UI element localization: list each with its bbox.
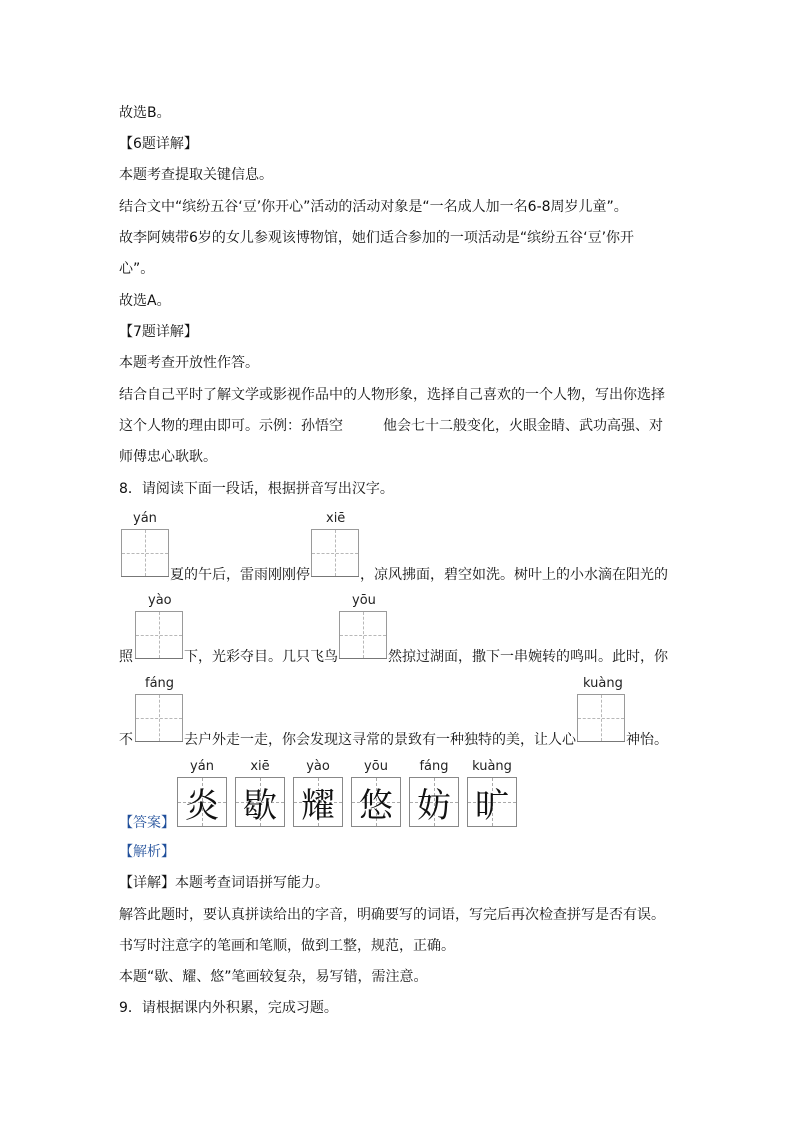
pinyin-label: fáng [145,676,175,691]
text-line: 本题“歇、耀、悠”笔画较复杂，易写错，需注意。 [119,969,428,985]
text-segment: 这个人物的理由即可。示例：孙悟空 [119,418,343,434]
text-line: 书写时注意字的笔画和笔顺，做到工整，规范，正确。 [119,938,455,954]
answer-character: 炎 [185,785,219,826]
answer-character-box [235,777,285,827]
text-line: 故李阿姨带6岁的女儿参观该博物馆，她们适合参加的一项活动是“缤纷五谷‘豆’你开 [119,230,635,246]
answer-box[interactable] [339,611,387,659]
answer-pinyin: yōu [364,759,388,774]
answer-character: 妨 [417,785,451,826]
answer-character: 旷 [475,785,509,826]
answer-character: 悠 [359,785,393,826]
answer-character-box [409,777,459,827]
passage-text: ，凉风拂面，碧空如洗。树叶上的小水滴在阳光的 [360,567,668,583]
passage-text: 去户外走一走，你会发现这寻常的景致有一种独特的美，让人心 [184,732,576,748]
question-8-title: 8．请阅读下面一段话，根据拼音写出汉字。 [119,481,394,497]
answer-character-box [351,777,401,827]
passage-text: 不 [119,732,133,748]
pinyin-label: yōu [352,593,376,608]
text-line: 结合自己平时了解文学或影视作品中的人物形象，选择自己喜欢的一个人物，写出你选择 [119,387,665,403]
answer-character: 歇 [243,785,277,826]
passage-text: 夏的午后，雷雨刚刚停 [170,567,310,583]
answer-pinyin: fáng [419,759,449,774]
text-line: 结合文中“缤纷五谷‘豆’你开心”活动的活动对象是“一名成人加一名6-8周岁儿童”。 [119,199,628,215]
passage-text: 神怡。 [626,732,668,748]
answer-character-box [467,777,517,827]
pinyin-label: yán [133,511,157,526]
analysis-label: 【解析】 [119,844,175,860]
answer-box[interactable] [577,694,625,742]
pinyin-label: xiē [326,511,346,526]
answer-pinyin: yán [190,759,214,774]
text-line: 本题考查开放性作答。 [119,355,259,371]
pinyin-label: yào [148,593,172,608]
answer-label: 【答案】 [119,815,175,831]
text-line [119,416,663,436]
answer-box[interactable] [311,529,359,577]
answer-pinyin: kuàng [472,759,512,774]
answer-character: 耀 [301,785,335,826]
text-line: 本题考查提取关键信息。 [119,167,273,183]
answer-box[interactable] [135,694,183,742]
question-9-title: 9．请根据课内外积累，完成习题。 [119,1000,338,1016]
answer-character-box [293,777,343,827]
text-line: 心”。 [119,261,155,277]
text-line: 师傅忠心耿耿。 [119,449,217,465]
text-line: 故选B。 [119,105,171,121]
text-line: 解答此题时，要认真拼读给出的字音，明确要写的词语，写完后再次检查拼写是否有误。 [119,907,665,923]
passage-text: 下，光彩夺目。几只飞鸟 [184,649,338,665]
text-line: 【详解】本题考查词语拼写能力。 [119,875,329,891]
text-segment: 他会七十二般变化，火眼金睛、武功高强、对 [383,418,663,434]
passage-text: 然掠过湖面，撒下一串婉转的鸣叫。此时，你 [388,649,668,665]
answer-box[interactable] [135,611,183,659]
answer-pinyin: xiē [250,759,270,774]
passage-text: 照 [119,649,133,665]
pinyin-label: kuàng [583,676,623,691]
text-line: 故选A。 [119,293,171,309]
answer-box[interactable] [121,529,169,577]
section-heading-q6: 【6题详解】 [119,136,198,152]
section-heading-q7: 【7题详解】 [119,324,198,340]
answer-pinyin: yào [306,759,330,774]
answer-character-box [177,777,227,827]
